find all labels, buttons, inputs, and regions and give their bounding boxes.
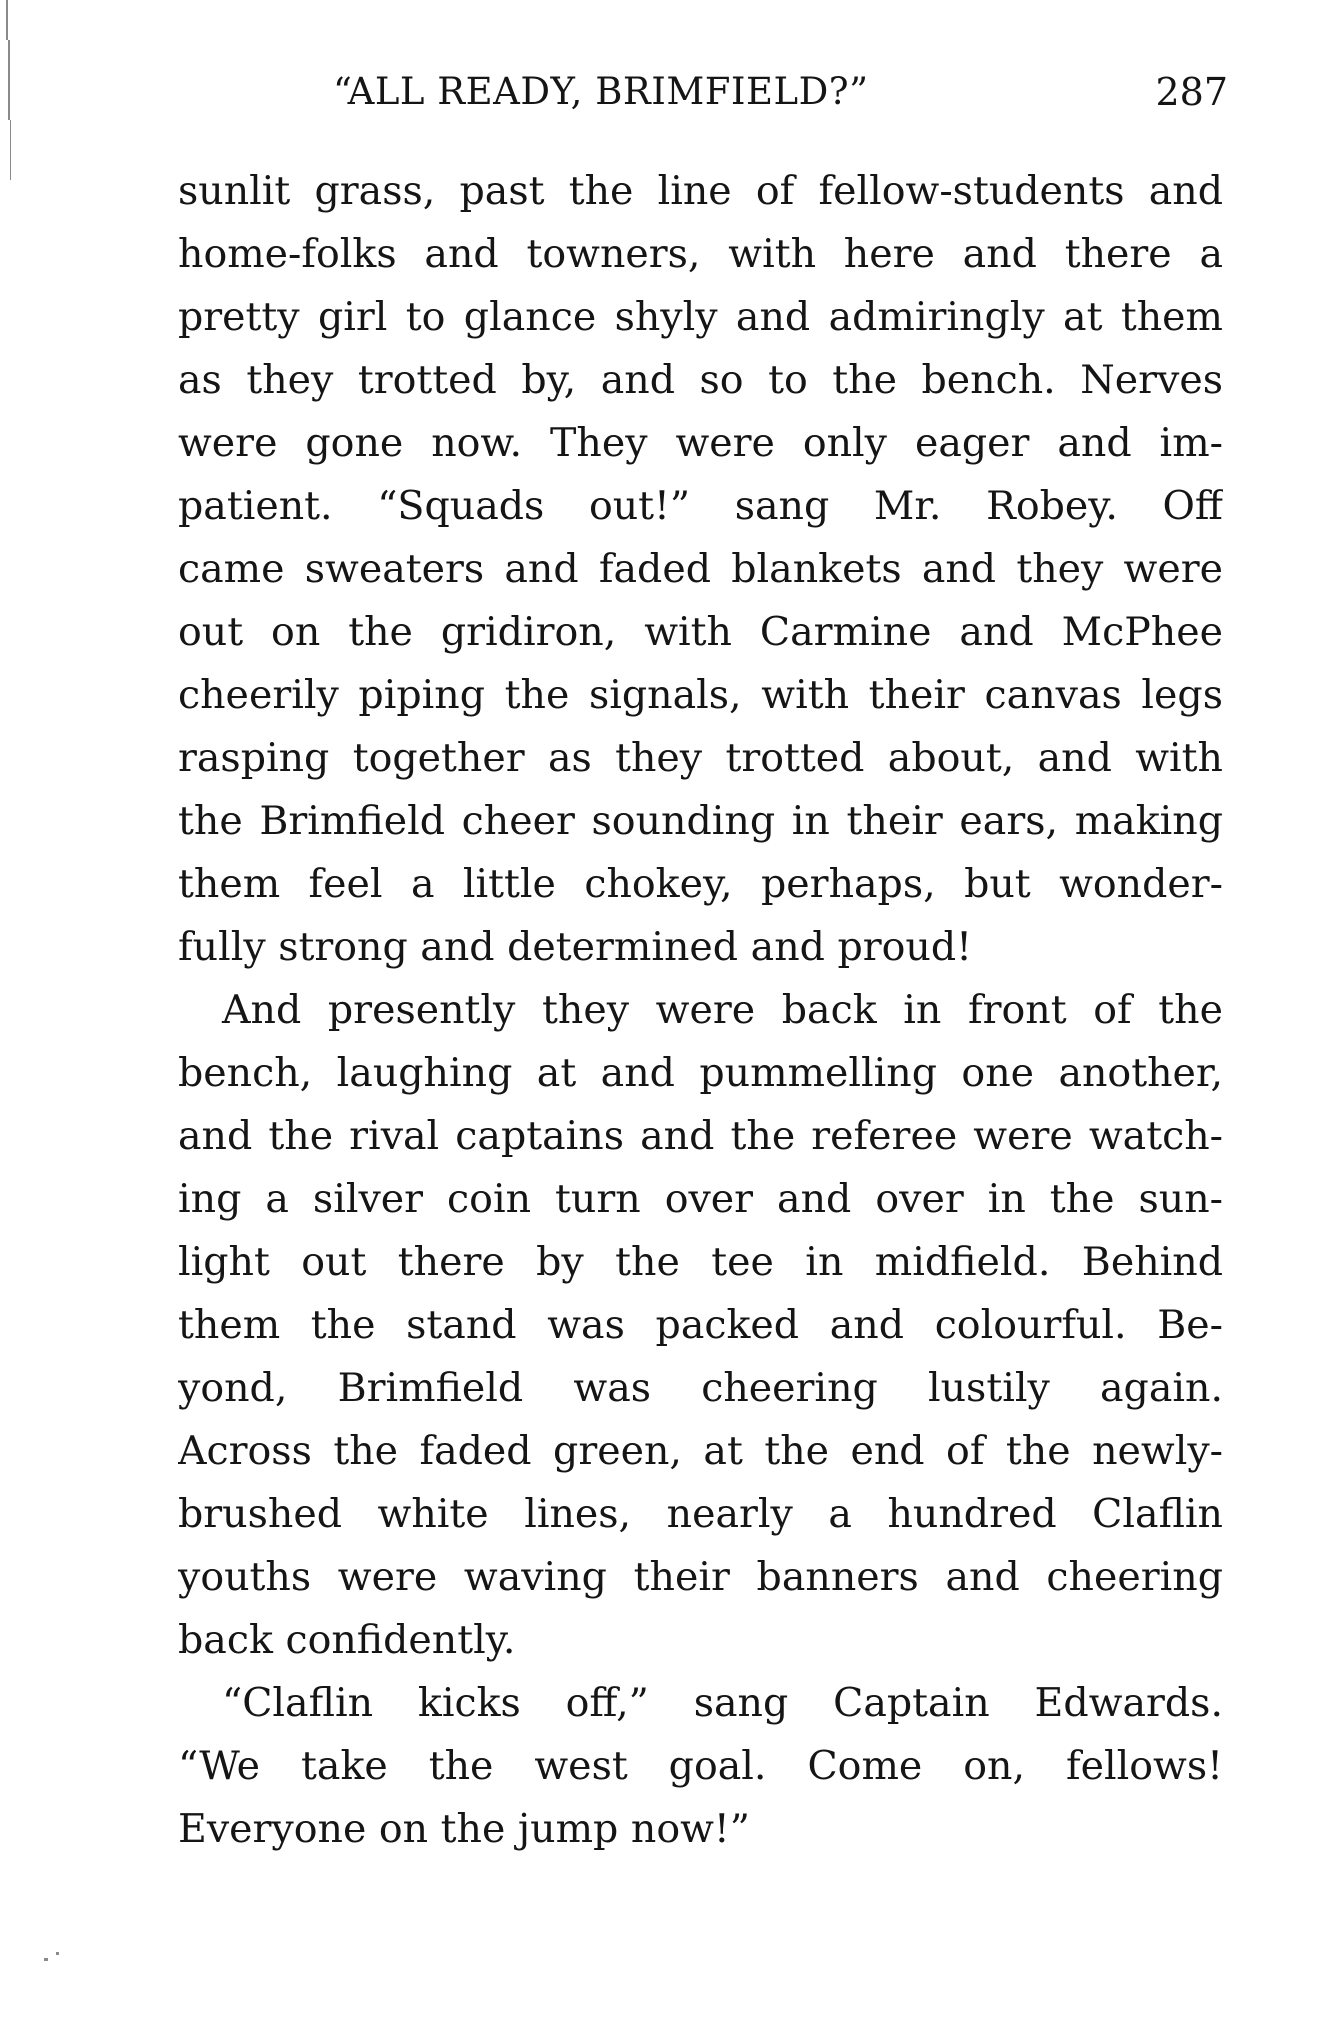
text-line: And presently they were back in front of the bbox=[222, 987, 1223, 1033]
text-line: light out there by the tee in midfield. Behind bbox=[178, 1239, 1223, 1285]
text-line: sunlit grass, past the line of fellow-students and bbox=[178, 168, 1223, 214]
page-number: 287 bbox=[1155, 70, 1228, 114]
body-text bbox=[178, 160, 1223, 1861]
text-line: and the rival captains and the referee were watch- bbox=[178, 1113, 1223, 1159]
text-line: Everyone on the jump now!” bbox=[178, 1806, 750, 1852]
text-line: them feel a little chokey, perhaps, but wonder- bbox=[178, 861, 1223, 907]
paragraph bbox=[178, 160, 1223, 979]
text-line: brushed white lines, nearly a hundred Claflin bbox=[178, 1491, 1223, 1537]
text-line: were gone now. They were only eager and im- bbox=[178, 420, 1223, 466]
running-head: “ALL READY, BRIMFIELD?” bbox=[333, 70, 869, 113]
text-line: bench, laughing at and pummelling one another, bbox=[178, 1050, 1223, 1096]
text-line: out on the gridiron, with Carmine and McPhee bbox=[178, 609, 1223, 655]
text-line: Across the faded green, at the end of the newly- bbox=[178, 1428, 1223, 1474]
scan-edge-mark bbox=[10, 120, 11, 180]
scan-speck bbox=[56, 1952, 59, 1955]
text-line: as they trotted by, and so to the bench. Nerves bbox=[178, 357, 1223, 403]
text-line: pretty girl to glance shyly and admiringly at them bbox=[178, 294, 1223, 340]
text-line: rasping together as they trotted about, and with bbox=[178, 735, 1223, 781]
text-line: home-folks and towners, with here and there a bbox=[178, 231, 1223, 277]
scan-speck bbox=[44, 1958, 48, 1961]
text-line: patient. “Squads out!” sang Mr. Robey. Off bbox=[178, 483, 1223, 529]
text-line: fully strong and determined and proud! bbox=[178, 924, 973, 970]
paragraph bbox=[178, 1672, 1223, 1861]
text-line: cheerily piping the signals, with their canvas legs bbox=[178, 672, 1223, 718]
text-line: back confidently. bbox=[178, 1617, 516, 1663]
text-line: came sweaters and faded blankets and they were bbox=[178, 546, 1223, 592]
text-line: youths were waving their banners and cheering bbox=[178, 1554, 1223, 1600]
scan-edge-mark bbox=[8, 40, 10, 120]
text-line: “We take the west goal. Come on, fellows! bbox=[178, 1743, 1223, 1789]
text-line: them the stand was packed and colourful. Be- bbox=[178, 1302, 1223, 1348]
paragraph bbox=[178, 979, 1223, 1672]
text-line: “Claflin kicks off,” sang Captain Edwards. bbox=[222, 1680, 1223, 1726]
text-line: ing a silver coin turn over and over in the sun- bbox=[178, 1176, 1223, 1222]
text-line: the Brimfield cheer sounding in their ears, making bbox=[178, 798, 1223, 844]
text-line: yond, Brimfield was cheering lustily again. bbox=[178, 1365, 1223, 1411]
scan-edge-mark bbox=[6, 0, 8, 40]
page-header bbox=[178, 70, 1228, 130]
